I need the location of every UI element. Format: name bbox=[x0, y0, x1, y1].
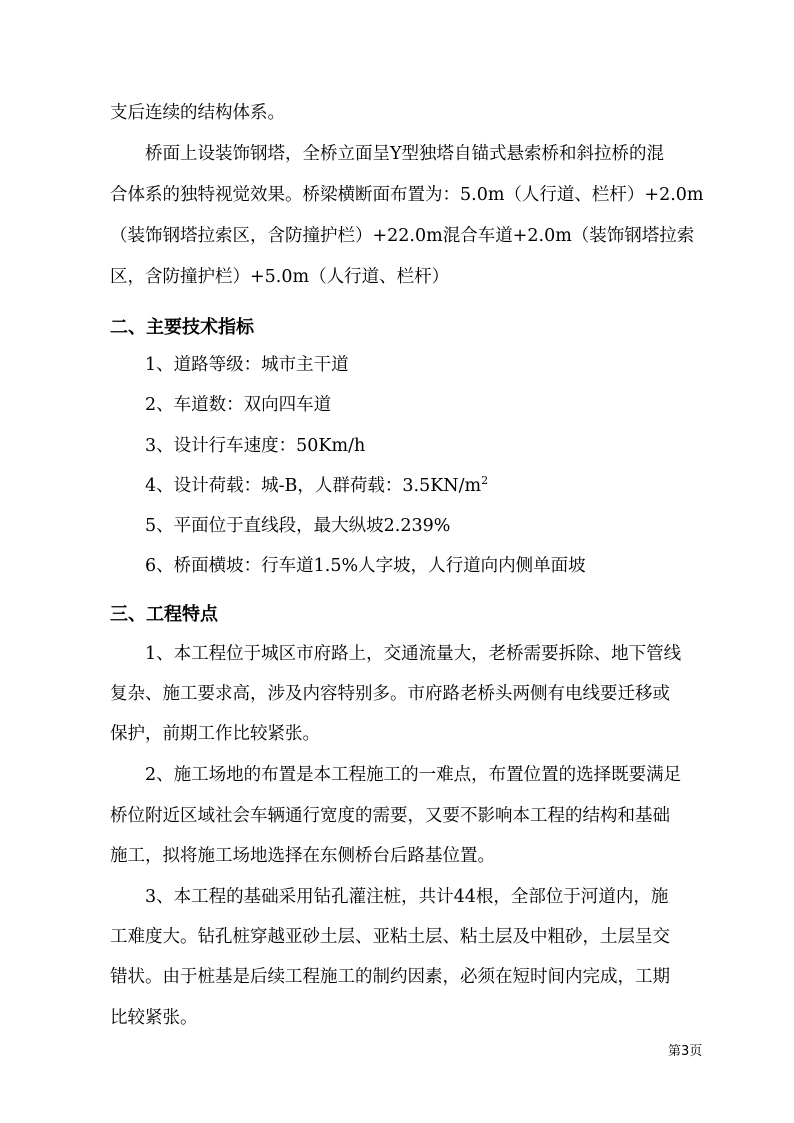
spec-item: 2、车道数：双向四车道 bbox=[145, 395, 332, 415]
section-heading: 二、主要技术指标 bbox=[110, 317, 254, 338]
paragraph-line: 桥面上设装饰钢塔，全桥立面呈Y型独塔自锚式悬索桥和斜拉桥的混 bbox=[145, 144, 665, 164]
paragraph-line: 1、本工程位于城区市府路上，交通流量大，老桥需要拆除、地下管线 bbox=[145, 644, 682, 664]
paragraph-line: 支后连续的结构体系。 bbox=[110, 103, 285, 123]
paragraph-line: （装饰钢塔拉索区，含防撞护栏）+22.0m混合车道+2.0m（装饰钢塔拉索 bbox=[110, 226, 695, 246]
paragraph-line: 2、施工场地的布置是本工程施工的一难点，布置位置的选择既要满足 bbox=[145, 765, 682, 785]
page-number: 第3页 bbox=[668, 1044, 703, 1059]
superscript: 2 bbox=[481, 474, 489, 488]
paragraph-line: 区，含防撞护栏）+5.0m（人行道、栏杆） bbox=[110, 267, 450, 287]
paragraph-line: 工难度大。钻孔桩穿越亚砂土层、亚粘土层、粘土层及中粗砂，土层呈交 bbox=[110, 927, 670, 947]
spec-item: 3、设计行车速度：50Km/h bbox=[145, 436, 366, 456]
paragraph-line: 桥位附近区域社会车辆通行宽度的需要，又要不影响本工程的结构和基础 bbox=[110, 806, 670, 826]
paragraph-line: 施工，拟将施工场地选择在东侧桥台后路基位置。 bbox=[110, 846, 495, 866]
spec-item: 5、平面位于直线段，最大纵坡2.239% bbox=[145, 516, 451, 536]
section-heading: 三、工程特点 bbox=[110, 604, 218, 625]
spec-item bbox=[145, 474, 488, 498]
paragraph-line: 比较紧张。 bbox=[110, 1008, 198, 1028]
paragraph-line: 保护，前期工作比较紧张。 bbox=[110, 724, 320, 744]
paragraph-line: 合体系的独特视觉效果。桥梁横断面布置为：5.0m（人行道、栏杆）+2.0m bbox=[110, 185, 704, 205]
paragraph-line: 复杂、施工要求高，涉及内容特别多。市府路老桥头两侧有电线要迁移或 bbox=[110, 684, 670, 704]
spec-item-text: 4、设计荷载：城-B，人群荷载：3.5KN/m bbox=[145, 476, 482, 496]
spec-item: 1、道路等级：城市主干道 bbox=[145, 355, 349, 375]
paragraph-line: 错状。由于桩基是后续工程施工的制约因素，必须在短时间内完成，工期 bbox=[110, 967, 670, 987]
spec-item: 6、桥面横坡：行车道1.5%人字坡，人行道向内侧单面坡 bbox=[145, 556, 586, 576]
paragraph-line: 3、本工程的基础采用钻孔灌注桩，共计44根，全部位于河道内，施 bbox=[145, 887, 669, 907]
